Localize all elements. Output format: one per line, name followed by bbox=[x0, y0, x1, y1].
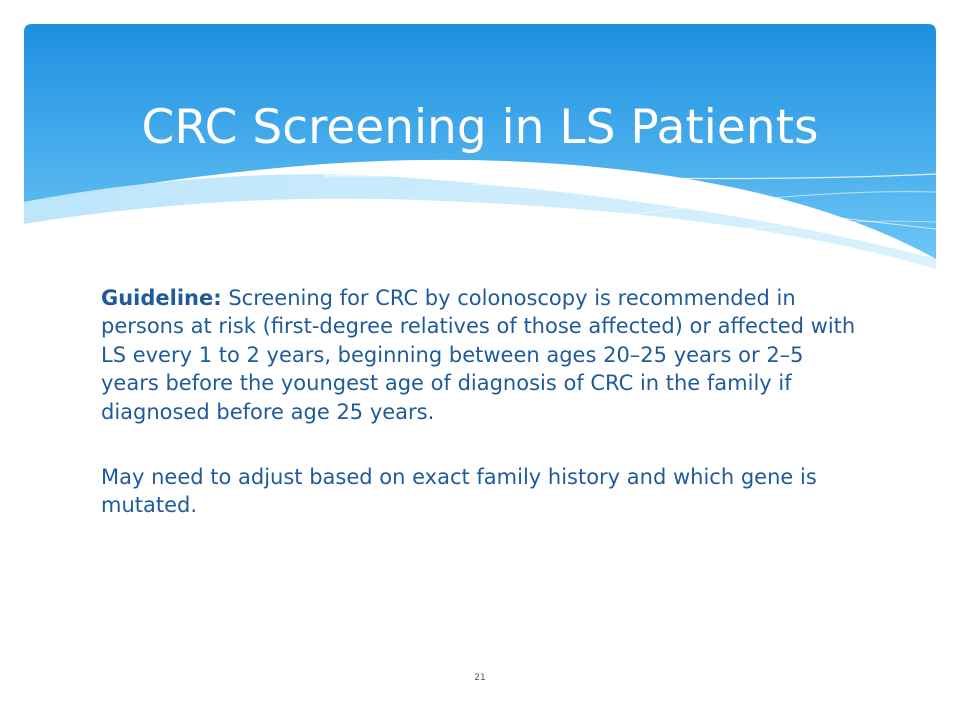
note-paragraph: May need to adjust based on exact family history and which gene is mutated. bbox=[101, 465, 817, 518]
guideline-paragraph bbox=[101, 284, 861, 426]
page-number: 21 bbox=[474, 673, 486, 683]
guideline-text: Screening for CRC by colonoscopy is recommended in persons at risk (first-degree relatives of those affected) or affected with LS every 1 to 2 years, beginning between ages 20–25 years or 2–5 years before the youngest age of diagnosis of CRC in the family if diagnosed before age 25 years. bbox=[101, 286, 856, 424]
title-banner bbox=[24, 24, 936, 269]
slide-body bbox=[101, 284, 861, 520]
guideline-label: Guideline: bbox=[101, 286, 222, 310]
slide-title: CRC Screening in LS Patients bbox=[141, 100, 819, 155]
